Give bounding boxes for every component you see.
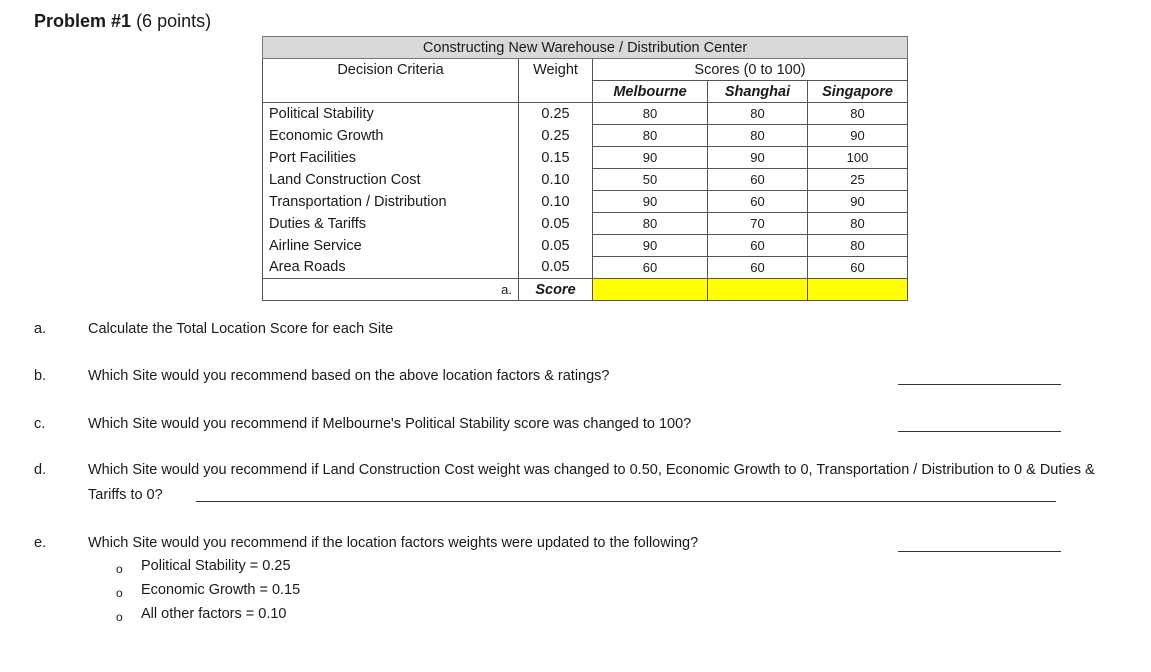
site-header-melbourne: Melbourne [593, 81, 708, 103]
bullet-item: Political Stability = 0.25 [141, 558, 291, 574]
table-row [263, 169, 908, 191]
score-cell: 60 [708, 257, 808, 279]
score-cell-shanghai[interactable] [708, 279, 808, 301]
question-c-letter: c. [34, 416, 46, 432]
score-cell: 60 [708, 235, 808, 257]
problem-title-label: Problem #1 [34, 11, 132, 31]
weight-cell: 0.05 [519, 235, 593, 257]
question-e-text: Which Site would you recommend if the location factors weights were updated to the following? [88, 535, 699, 551]
table-row [263, 213, 908, 235]
score-cell: 80 [593, 103, 708, 125]
criterion-cell: Transportation / Distribution [263, 191, 519, 213]
score-cell: 80 [808, 103, 908, 125]
question-d-text: Which Site would you recommend if Land Construction Cost weight was changed to 0.50, Economic Growth to 0, Transportation / Distribution to 0 & Duties & [88, 462, 1095, 478]
score-marker: a. [263, 279, 519, 301]
bullet-marker: o [116, 562, 123, 576]
score-cell: 80 [808, 235, 908, 257]
site-header-shanghai: Shanghai [708, 81, 808, 103]
weight-cell: 0.05 [519, 257, 593, 279]
criterion-cell: Political Stability [263, 103, 519, 125]
score-cell: 25 [808, 169, 908, 191]
score-cell-melbourne[interactable] [593, 279, 708, 301]
score-cell: 90 [708, 147, 808, 169]
weight-cell: 0.05 [519, 213, 593, 235]
criteria-header: Decision Criteria [263, 59, 519, 81]
weight-cell: 0.10 [519, 191, 593, 213]
score-cell: 90 [808, 191, 908, 213]
question-d-text-line2: Tariffs to 0? [88, 487, 163, 503]
table-row [263, 103, 908, 125]
score-cell: 100 [808, 147, 908, 169]
answer-line-b[interactable] [898, 384, 1061, 385]
score-cell: 90 [593, 235, 708, 257]
answer-line-e[interactable] [898, 551, 1061, 552]
question-d-letter: d. [34, 462, 47, 478]
score-cell: 70 [708, 213, 808, 235]
answer-line-d[interactable] [196, 501, 1056, 502]
score-cell: 90 [808, 125, 908, 147]
table-row [263, 257, 908, 279]
table-row [263, 191, 908, 213]
score-cell: 90 [593, 147, 708, 169]
table-title: Constructing New Warehouse / Distribution Center [263, 37, 908, 59]
score-cell: 80 [708, 103, 808, 125]
score-cell: 60 [593, 257, 708, 279]
bullet-marker: o [116, 610, 123, 624]
weight-cell: 0.10 [519, 169, 593, 191]
score-cell: 90 [593, 191, 708, 213]
table-row [263, 235, 908, 257]
bullet-item: All other factors = 0.10 [141, 606, 287, 622]
question-a-text: Calculate the Total Location Score for each Site [88, 321, 394, 337]
weight-cell: 0.25 [519, 125, 593, 147]
score-cell-singapore[interactable] [808, 279, 908, 301]
question-c-text: Which Site would you recommend if Melbourne's Political Stability score was changed to 100? [88, 416, 692, 432]
criterion-cell: Land Construction Cost [263, 169, 519, 191]
site-header-singapore: Singapore [808, 81, 908, 103]
question-e-letter: e. [34, 535, 47, 551]
score-cell: 60 [708, 169, 808, 191]
bullet-marker: o [116, 586, 123, 600]
criterion-cell: Port Facilities [263, 147, 519, 169]
score-cell: 80 [808, 213, 908, 235]
criterion-cell: Economic Growth [263, 125, 519, 147]
score-cell: 80 [593, 125, 708, 147]
weight-header: Weight [519, 59, 593, 81]
score-label: Score [519, 279, 593, 301]
bullet-item: Economic Growth = 0.15 [141, 582, 301, 598]
score-cell: 80 [708, 125, 808, 147]
weight-cell: 0.25 [519, 103, 593, 125]
question-b-letter: b. [34, 368, 47, 384]
problem-title [34, 11, 211, 32]
score-cell: 80 [593, 213, 708, 235]
answer-line-c[interactable] [898, 431, 1061, 432]
score-cell: 60 [808, 257, 908, 279]
score-cell: 50 [593, 169, 708, 191]
criterion-cell: Airline Service [263, 235, 519, 257]
question-b-text: Which Site would you recommend based on the above location factors & ratings? [88, 368, 610, 384]
table-row [263, 125, 908, 147]
scores-header: Scores (0 to 100) [593, 59, 908, 81]
table-row [263, 147, 908, 169]
weight-cell: 0.15 [519, 147, 593, 169]
criterion-cell: Area Roads [263, 257, 519, 279]
score-cell: 60 [708, 191, 808, 213]
criterion-cell: Duties & Tariffs [263, 213, 519, 235]
decision-table [262, 36, 908, 301]
problem-points: (6 points) [136, 11, 212, 31]
question-a-letter: a. [34, 321, 47, 337]
